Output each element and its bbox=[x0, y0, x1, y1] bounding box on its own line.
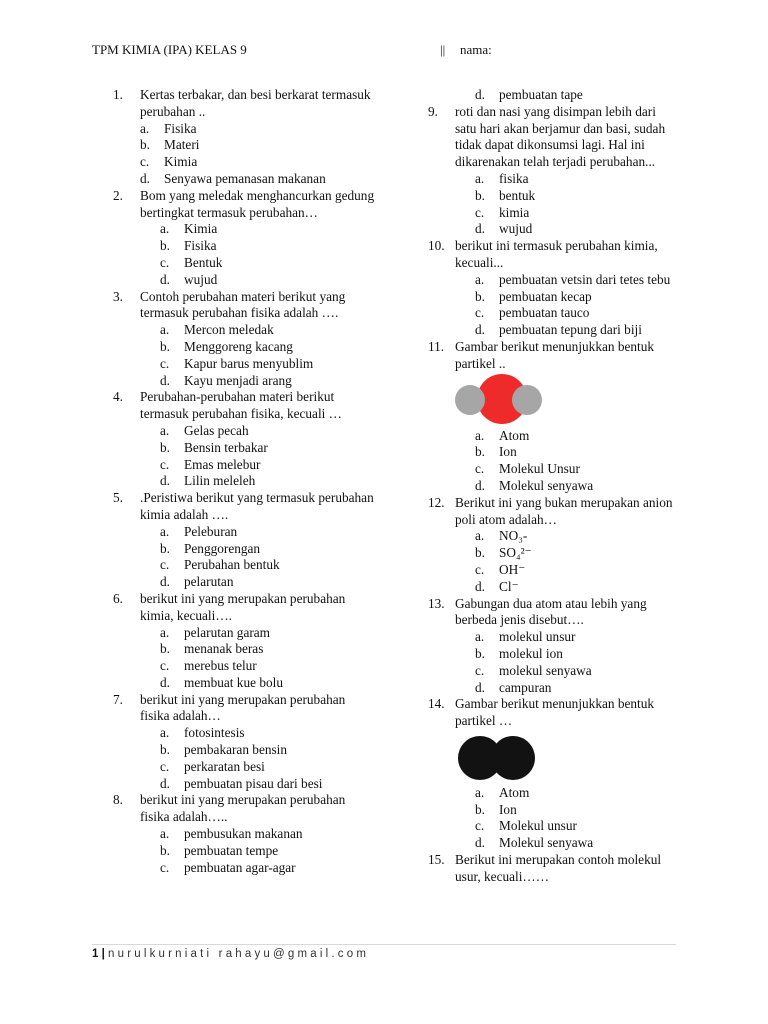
question-text: berikut ini yang merupakan perubahan kimia, kecuali…. bbox=[140, 590, 346, 623]
question-8-continued-options bbox=[428, 87, 678, 104]
option-letter: d. bbox=[160, 674, 170, 690]
option-text: Cl⁻ bbox=[499, 578, 519, 594]
question-number: 10. bbox=[428, 238, 445, 254]
option-text: Mercon meledak bbox=[184, 322, 274, 338]
option-letter: a. bbox=[140, 120, 150, 136]
question-12 bbox=[428, 495, 678, 529]
option[interactable] bbox=[475, 579, 678, 596]
option-letter: c. bbox=[160, 859, 170, 875]
question-text: Berikut ini merupakan contoh molekul usur, kecuali…… bbox=[455, 852, 662, 884]
option[interactable] bbox=[160, 658, 375, 675]
option[interactable] bbox=[140, 137, 375, 154]
question-9 bbox=[428, 104, 678, 171]
option-text: NO₃- bbox=[499, 528, 528, 544]
option-letter: b. bbox=[160, 439, 170, 455]
option-letter: d. bbox=[140, 170, 150, 186]
question-7 bbox=[113, 692, 375, 726]
option-text: Senyawa pemanasan makanan bbox=[164, 170, 326, 186]
question-number: 14. bbox=[428, 696, 445, 712]
options-list bbox=[428, 428, 678, 495]
option-text: Kapur barus menyublim bbox=[184, 355, 314, 371]
option[interactable] bbox=[160, 221, 375, 238]
option[interactable] bbox=[475, 87, 678, 104]
question-number: 7. bbox=[113, 691, 123, 707]
question-number: 15. bbox=[428, 852, 445, 868]
molecule-figure-red-gray bbox=[455, 373, 678, 428]
option-text: Molekul senyawa bbox=[499, 835, 594, 851]
option[interactable] bbox=[475, 646, 678, 663]
option[interactable] bbox=[160, 322, 375, 339]
header-name-label: nama: bbox=[460, 42, 492, 57]
option-text: Perubahan bentuk bbox=[184, 557, 280, 573]
gray-atom-right-icon bbox=[512, 385, 542, 415]
option-letter: b. bbox=[160, 540, 170, 556]
option-text: Peleburan bbox=[184, 523, 238, 539]
option[interactable] bbox=[160, 255, 375, 272]
option[interactable] bbox=[475, 428, 678, 445]
option-text: perkaratan besi bbox=[184, 758, 265, 774]
question-number: 4. bbox=[113, 389, 123, 405]
option-letter: c. bbox=[475, 204, 485, 220]
figure-wrapper bbox=[428, 730, 678, 785]
option-text: molekul unsur bbox=[499, 629, 576, 645]
option-text: Fisika bbox=[184, 238, 217, 254]
option-letter: b. bbox=[160, 742, 170, 758]
options-list bbox=[113, 524, 375, 591]
option[interactable] bbox=[160, 373, 375, 390]
option-letter: c. bbox=[475, 818, 485, 834]
question-6 bbox=[113, 591, 375, 625]
option[interactable] bbox=[160, 759, 375, 776]
option-text: pembuatan kecap bbox=[499, 288, 592, 304]
option-text: Kimia bbox=[184, 221, 218, 237]
option-text: Emas melebur bbox=[184, 456, 261, 472]
option[interactable] bbox=[475, 785, 678, 802]
option[interactable] bbox=[475, 305, 678, 322]
option-letter: b. bbox=[475, 801, 485, 817]
option-text: Molekul Unsur bbox=[499, 461, 580, 477]
option-letter: a. bbox=[475, 784, 485, 800]
option-letter: c. bbox=[160, 254, 170, 270]
option[interactable] bbox=[475, 221, 678, 238]
question-number: 11. bbox=[428, 338, 445, 354]
question-text: Bom yang meledak menghancurkan gedung bertingkat termasuk perubahan… bbox=[140, 187, 375, 220]
option-letter: d. bbox=[475, 578, 485, 594]
option-text: menanak beras bbox=[184, 641, 264, 657]
option-letter: b. bbox=[160, 842, 170, 858]
question-text: berikut ini yang merupakan perubahan fisika adalah… bbox=[140, 691, 346, 724]
option-text: Kimia bbox=[164, 154, 198, 170]
option-text: pelarutan garam bbox=[184, 624, 271, 640]
option-letter: c. bbox=[475, 561, 485, 577]
question-number: 3. bbox=[113, 288, 123, 304]
option-letter: b. bbox=[160, 641, 170, 657]
option[interactable] bbox=[140, 121, 375, 138]
option-letter: b. bbox=[475, 645, 485, 661]
options-list bbox=[428, 528, 678, 595]
option-letter: a. bbox=[160, 322, 170, 338]
option-text: pembuatan tempe bbox=[184, 842, 279, 858]
option-text: Ion bbox=[499, 801, 517, 817]
question-text: roti dan nasi yang disimpan lebih dari satu hari akan berjamur dan basi, sudah tidak dapat dikonsumsi lagi. Hal ini dikarenakan telah terjadi perubahan... bbox=[455, 103, 666, 170]
option[interactable] bbox=[160, 574, 375, 591]
option[interactable] bbox=[160, 742, 375, 759]
header-separator: || bbox=[440, 42, 446, 57]
question-text: Contoh perubahan materi berikut yang termasuk perubahan fisika adalah …. bbox=[140, 288, 346, 321]
option-text: fisika bbox=[499, 170, 529, 186]
option-letter: d. bbox=[475, 221, 485, 237]
option-text: Penggorengan bbox=[184, 540, 261, 556]
option-letter: d. bbox=[475, 679, 485, 695]
question-text: .Peristiwa berikut yang termasuk perubahan kimia adalah …. bbox=[140, 490, 374, 522]
option[interactable] bbox=[475, 188, 678, 205]
option-text: pembuatan vetsin dari tetes tebu bbox=[499, 271, 671, 287]
option[interactable] bbox=[475, 478, 678, 495]
option-text: OH⁻ bbox=[499, 561, 526, 577]
author-email: nurulkurniati rahayu@gmail.com bbox=[108, 948, 370, 960]
option-letter: b. bbox=[475, 288, 485, 304]
right-column bbox=[428, 87, 678, 886]
option[interactable] bbox=[160, 440, 375, 457]
options-list bbox=[428, 785, 678, 852]
option-letter: c. bbox=[140, 154, 150, 170]
footer bbox=[92, 948, 369, 960]
question-text: Perubahan-perubahan materi berikut termasuk perubahan fisika, kecuali … bbox=[140, 389, 342, 422]
option-text: pembusukan makanan bbox=[184, 826, 303, 842]
option-letter: a. bbox=[475, 528, 485, 544]
header-title: TPM KIMIA (IPA) KELAS 9 bbox=[92, 42, 247, 57]
option-letter: c. bbox=[160, 355, 170, 371]
option-text: Fisika bbox=[164, 120, 197, 136]
molecule-figure-black bbox=[455, 730, 678, 785]
question-text: Gabungan dua atom atau lebih yang berbeda jenis disebut…. bbox=[455, 595, 647, 628]
option[interactable] bbox=[140, 171, 375, 188]
option-letter: b. bbox=[140, 137, 150, 153]
question-text: Gambar berikut menunjukkan bentuk partikel … bbox=[455, 696, 655, 729]
option[interactable] bbox=[475, 835, 678, 852]
option[interactable] bbox=[475, 528, 678, 545]
option-text: Ion bbox=[499, 444, 517, 460]
option[interactable] bbox=[160, 557, 375, 574]
option-letter: c. bbox=[160, 557, 170, 573]
option-letter: d. bbox=[475, 477, 485, 493]
option-letter: a. bbox=[160, 826, 170, 842]
option[interactable] bbox=[160, 272, 375, 289]
option[interactable] bbox=[160, 524, 375, 541]
option[interactable] bbox=[475, 461, 678, 478]
option[interactable] bbox=[160, 776, 375, 793]
option-letter: b. bbox=[160, 238, 170, 254]
option[interactable] bbox=[475, 545, 678, 562]
option[interactable] bbox=[160, 843, 375, 860]
option[interactable] bbox=[475, 272, 678, 289]
option[interactable] bbox=[475, 802, 678, 819]
question-number: 1. bbox=[113, 87, 123, 102]
footer-divider bbox=[92, 944, 676, 945]
option[interactable] bbox=[160, 457, 375, 474]
option[interactable] bbox=[475, 289, 678, 306]
gray-atom-left-icon bbox=[455, 385, 485, 415]
question-text: Gambar berikut menunjukkan bentuk partikel .. bbox=[455, 338, 655, 371]
option-text: wujud bbox=[184, 271, 218, 287]
figure-wrapper bbox=[428, 373, 678, 428]
option[interactable] bbox=[160, 423, 375, 440]
option-text: Molekul senyawa bbox=[499, 477, 594, 493]
question-number: 9. bbox=[428, 103, 438, 119]
options-list bbox=[113, 725, 375, 792]
option[interactable] bbox=[160, 641, 375, 658]
options-list bbox=[428, 272, 678, 339]
option-letter: c. bbox=[160, 758, 170, 774]
option-text: pembuatan tepung dari biji bbox=[499, 322, 642, 338]
question-text: Berikut ini yang bukan merupakan anion poli atom adalah… bbox=[455, 494, 673, 527]
question-number: 6. bbox=[113, 590, 123, 606]
option-text: pembuatan tauco bbox=[499, 305, 590, 321]
option-text: membuat kue bolu bbox=[184, 674, 283, 690]
option[interactable] bbox=[160, 625, 375, 642]
option-text: merebus telur bbox=[184, 658, 257, 674]
option-text: wujud bbox=[499, 221, 533, 237]
option-letter: b. bbox=[475, 545, 485, 561]
question-number: 12. bbox=[428, 494, 445, 510]
option-letter: a. bbox=[160, 624, 170, 640]
option[interactable] bbox=[160, 675, 375, 692]
option-text: Atom bbox=[499, 784, 530, 800]
question-text: berikut ini yang merupakan perubahan fisika adalah….. bbox=[140, 792, 346, 825]
option-letter: c. bbox=[475, 461, 485, 477]
option-text: pembuatan agar-agar bbox=[184, 859, 296, 875]
footer-separator: | bbox=[101, 948, 105, 960]
option-letter: d. bbox=[160, 271, 170, 287]
options-list bbox=[113, 625, 375, 692]
option[interactable] bbox=[160, 473, 375, 490]
question-14 bbox=[428, 696, 678, 730]
question-8 bbox=[113, 792, 375, 826]
option[interactable] bbox=[475, 680, 678, 697]
option[interactable] bbox=[475, 171, 678, 188]
option-text: fotosintesis bbox=[184, 725, 245, 741]
option-letter: a. bbox=[160, 221, 170, 237]
option[interactable] bbox=[475, 205, 678, 222]
option[interactable] bbox=[160, 356, 375, 373]
option-text: Atom bbox=[499, 427, 530, 443]
option-text: pembakaran bensin bbox=[184, 742, 288, 758]
options-list bbox=[113, 322, 375, 389]
question-number: 13. bbox=[428, 595, 445, 611]
question-text: berikut ini termasuk perubahan kimia, kecuali... bbox=[455, 238, 658, 270]
question-11 bbox=[428, 339, 678, 373]
option-letter: a. bbox=[475, 271, 485, 287]
option-text: pembuatan pisau dari besi bbox=[184, 775, 323, 791]
question-number: 5. bbox=[113, 490, 123, 506]
option-letter: a. bbox=[160, 725, 170, 741]
option-letter: c. bbox=[160, 456, 170, 472]
option-letter: d. bbox=[475, 87, 485, 102]
option-text: campuran bbox=[499, 679, 552, 695]
option[interactable] bbox=[160, 725, 375, 742]
question-10 bbox=[428, 238, 678, 272]
option[interactable] bbox=[160, 826, 375, 843]
option-text: molekul ion bbox=[499, 645, 563, 661]
question-15 bbox=[428, 852, 678, 886]
options-list bbox=[113, 826, 375, 876]
option-letter: d. bbox=[475, 835, 485, 851]
option-letter: d. bbox=[160, 775, 170, 791]
option-text: kimia bbox=[499, 204, 530, 220]
option[interactable] bbox=[160, 339, 375, 356]
option-letter: c. bbox=[475, 662, 485, 678]
option-text: pelarutan bbox=[184, 574, 234, 590]
option-text: Kayu menjadi arang bbox=[184, 372, 292, 388]
option[interactable] bbox=[140, 154, 375, 171]
question-number: 2. bbox=[113, 187, 123, 203]
question-2 bbox=[113, 188, 375, 222]
option-letter: a. bbox=[160, 523, 170, 539]
option-letter: a. bbox=[475, 629, 485, 645]
question-5 bbox=[113, 490, 375, 524]
left-column bbox=[113, 87, 375, 876]
option-text: Bensin terbakar bbox=[184, 439, 268, 455]
option-text: molekul senyawa bbox=[499, 662, 592, 678]
option-text: Lilin meleleh bbox=[184, 473, 256, 489]
option-letter: b. bbox=[475, 444, 485, 460]
option-letter: c. bbox=[475, 305, 485, 321]
option[interactable] bbox=[475, 663, 678, 680]
question-3 bbox=[113, 289, 375, 323]
option[interactable] bbox=[475, 562, 678, 579]
question-1 bbox=[113, 87, 375, 121]
options-list bbox=[113, 121, 375, 188]
option-text: Molekul unsur bbox=[499, 818, 577, 834]
question-text: Kertas terbakar, dan besi berkarat termasuk perubahan .. bbox=[140, 87, 371, 119]
black-atom-right-icon bbox=[491, 736, 535, 780]
page-number: 1 bbox=[92, 948, 99, 960]
options-list bbox=[428, 629, 678, 696]
option-letter: a. bbox=[475, 427, 485, 443]
option-letter: d. bbox=[160, 574, 170, 590]
option-letter: b. bbox=[475, 187, 485, 203]
option-letter: d. bbox=[160, 473, 170, 489]
option[interactable] bbox=[160, 860, 375, 877]
option-text: Menggoreng kacang bbox=[184, 338, 293, 354]
option-text: Materi bbox=[164, 137, 200, 153]
option-text: pembuatan tape bbox=[499, 87, 583, 102]
option-letter: c. bbox=[160, 658, 170, 674]
option-text: SO₄²⁻ bbox=[499, 545, 532, 561]
question-number: 8. bbox=[113, 792, 123, 808]
option-text: Bentuk bbox=[184, 254, 223, 270]
option-text: bentuk bbox=[499, 187, 536, 203]
option-letter: d. bbox=[475, 322, 485, 338]
option[interactable] bbox=[475, 444, 678, 461]
option-letter: a. bbox=[475, 170, 485, 186]
options-list bbox=[113, 221, 375, 288]
option-letter: d. bbox=[160, 372, 170, 388]
option[interactable] bbox=[160, 238, 375, 255]
options-list bbox=[113, 423, 375, 490]
option-letter: a. bbox=[160, 422, 170, 438]
option[interactable] bbox=[475, 629, 678, 646]
option-text: Gelas pecah bbox=[184, 422, 249, 438]
option-letter: b. bbox=[160, 338, 170, 354]
question-13 bbox=[428, 596, 678, 630]
option[interactable] bbox=[160, 541, 375, 558]
option[interactable] bbox=[475, 818, 678, 835]
question-4 bbox=[113, 389, 375, 423]
options-list bbox=[428, 171, 678, 238]
option[interactable] bbox=[475, 322, 678, 339]
